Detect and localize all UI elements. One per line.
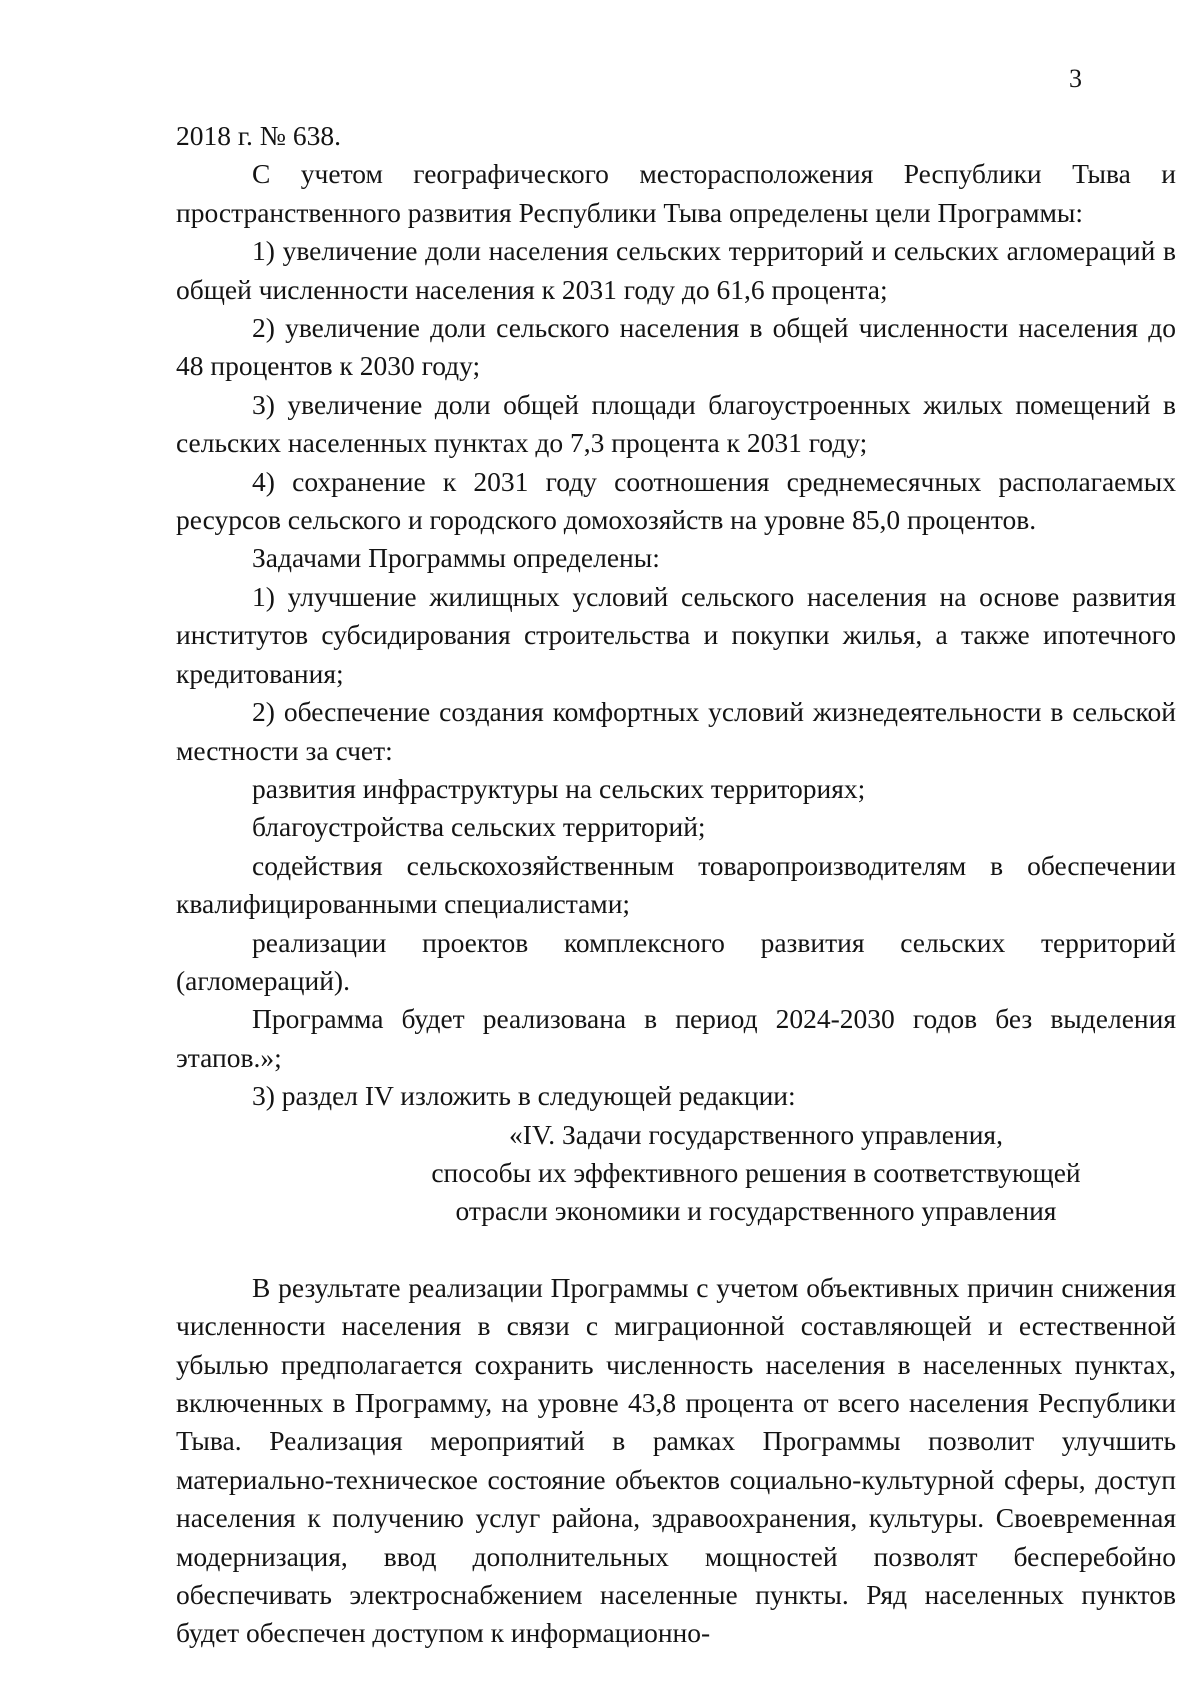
- task-subitem-infrastructure: развития инфраструктуры на сельских территориях;: [252, 772, 866, 804]
- paragraph-goals-intro: С учетом географического месторасположения Республики Тыва и пространственного развития Республики Тыва определены цели Программы:: [176, 158, 1176, 228]
- paragraph-results: В результате реализации Программы с учетом объективных причин снижения численности населения в связи с миграционной составляющей и естественной убылью предполагается сохранить численность населения в населенных пунктах, включенных в Программу, на уровне 43,8 процента от всего населения Республики Тыва. Реализация мероприятий в рамках Программы позволит улучшить материально-техническое состояние объектов социально-культурной сферы, доступ населения к получению услуг района, здравоохранения, культуры. Своевременная модернизация, ввод дополнительных мощностей позволят бесперебойно обеспечивать электроснабжением населенные пункты. Ряд населенных пунктов будет обеспечен доступом к информационно-: [176, 1271, 1176, 1649]
- section-heading-line-1: «IV. Задачи государственного управления,: [509, 1118, 1003, 1150]
- section-heading-line-3: отрасли экономики и государственного управления: [455, 1195, 1057, 1227]
- task-subitem-specialists: содействия сельскохозяйственным товаропроизводителям в обеспечении квалифицированными специалистами;: [176, 849, 1176, 920]
- goal-item-4: 4) сохранение к 2031 году соотношения среднемесячных располагаемых ресурсов сельского и городского домохозяйств на уровне 85,0 процентов.: [176, 465, 1176, 536]
- amendment-item-3: 3) раздел IV изложить в следующей редакции:: [252, 1080, 796, 1112]
- section-spacer: [176, 1231, 1176, 1269]
- paragraph-continuation: 2018 г. № 638.: [176, 120, 342, 151]
- task-subitem-improvement: благоустройства сельских территорий;: [252, 811, 706, 843]
- goal-item-1: 1) увеличение доли населения сельских территорий и сельских агломераций в общей численности населения к 2031 году до 61,6 процента;: [176, 235, 1176, 305]
- document-body: [176, 117, 1176, 1653]
- paragraph-tasks-intro: Задачами Программы определены:: [252, 542, 660, 574]
- section-heading: [176, 1116, 1176, 1231]
- section-heading-line-2: способы их эффективного решения в соответствующей: [431, 1156, 1081, 1188]
- goal-item-2: 2) увеличение доли сельского населения в общей численности населения до 48 процентов к 2030 году;: [176, 312, 1176, 382]
- page-number: 3: [1069, 64, 1082, 93]
- paragraph-implementation-period: Программа будет реализована в период 2024-2030 годов без выделения этапов.»;: [176, 1003, 1176, 1073]
- task-item-1: 1) улучшение жилищных условий сельского населения на основе развития институтов субсидирования строительства и покупки жилья, а также ипотечного кредитования;: [176, 580, 1176, 689]
- goal-item-3: 3) увеличение доли общей площади благоустроенных жилых помещений в сельских населенных пунктах до 7,3 процента к 2031 году;: [176, 388, 1176, 459]
- task-item-2: 2) обеспечение создания комфортных условий жизнедеятельности в сельской местности за счет:: [176, 696, 1176, 766]
- task-subitem-projects: реализации проектов комплексного развития сельских территорий (агломераций).: [176, 926, 1176, 996]
